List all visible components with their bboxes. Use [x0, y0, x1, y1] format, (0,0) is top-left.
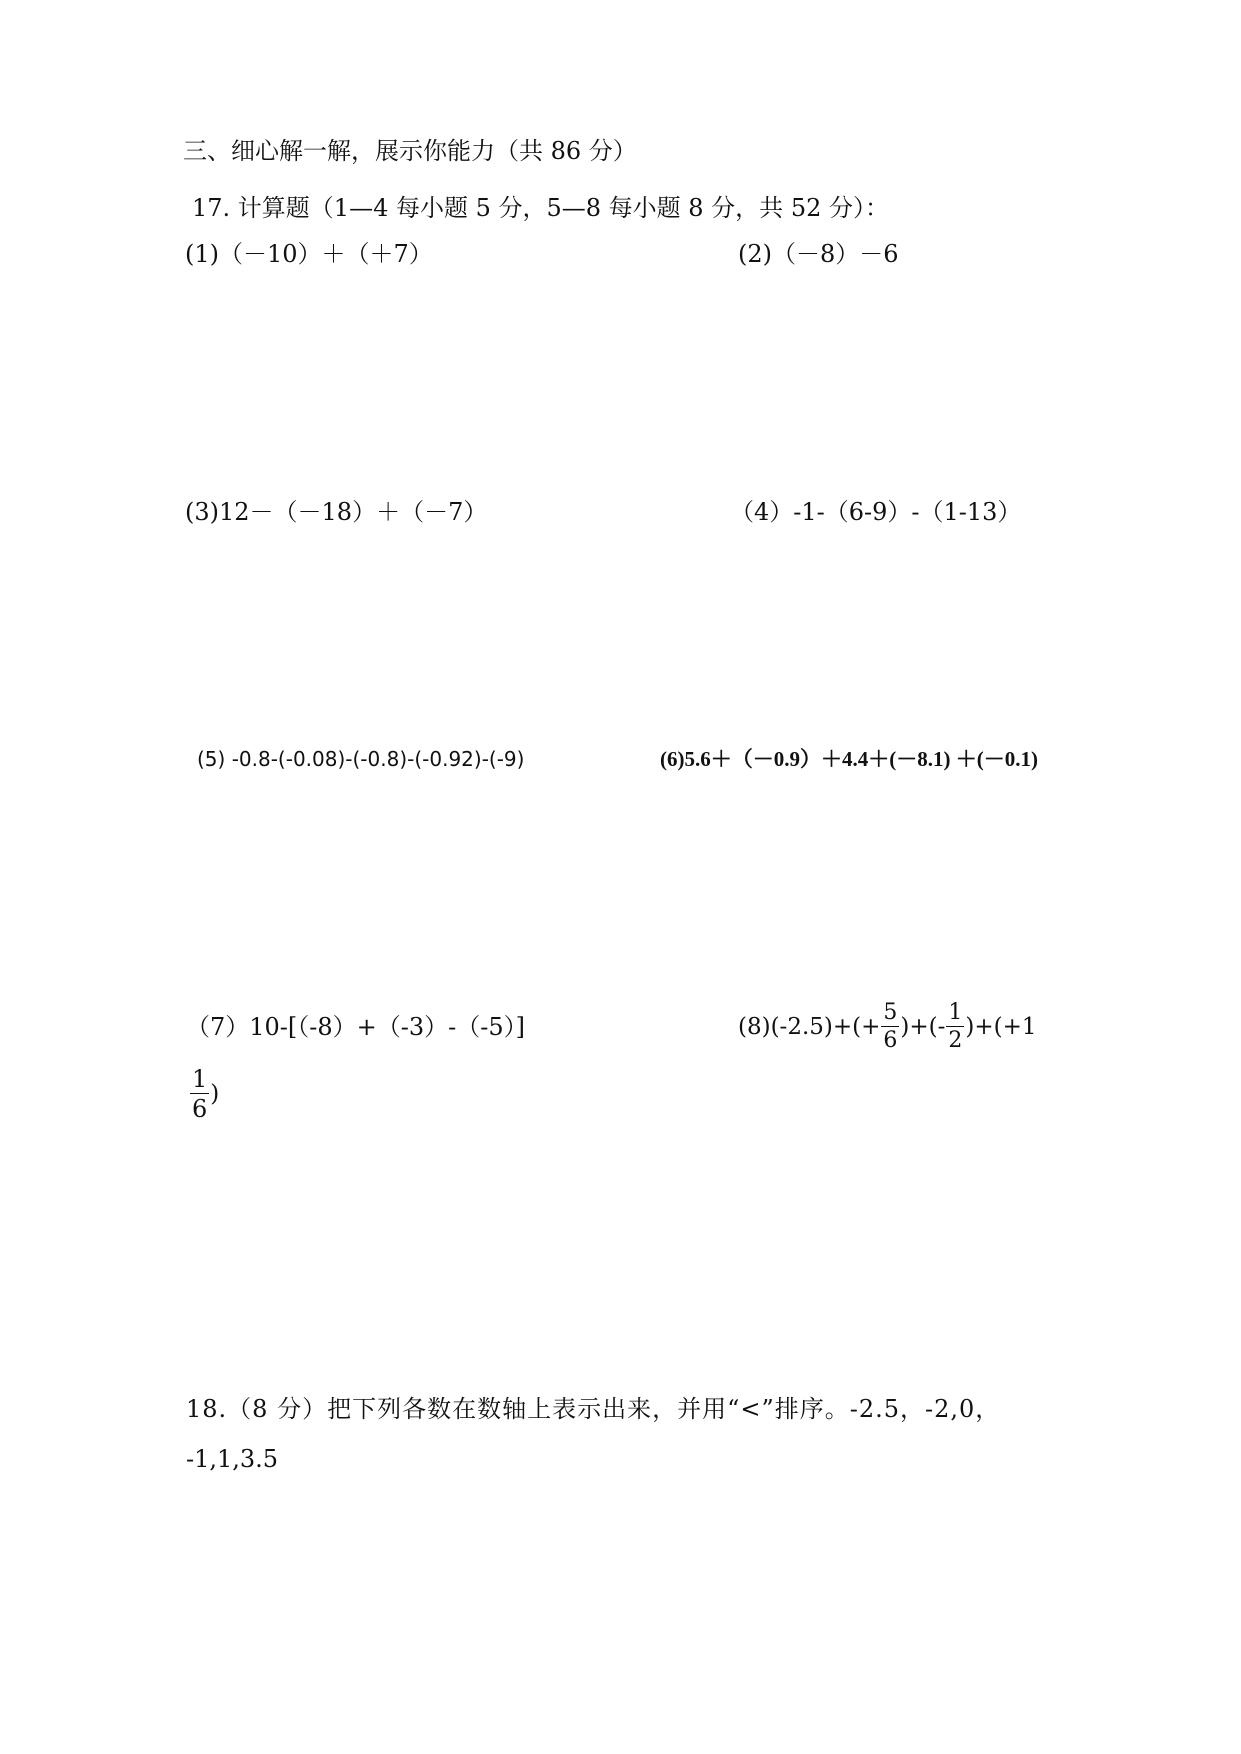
fraction-numerator: 5 — [883, 1000, 898, 1025]
section-heading: 三、细心解一解，展示你能力（共 86 分） — [183, 137, 637, 165]
fraction-numerator: 1 — [948, 1000, 963, 1025]
problem-8-part-b: )+(- — [900, 1014, 946, 1040]
problem-6: (6)5.6＋（－0.9）＋4.4＋(－8.1) ＋(－0.1) — [660, 747, 1038, 771]
problem-2: (2)（－8）－6 — [738, 240, 899, 268]
problem-8-part-c: )+(+1 — [965, 1014, 1037, 1040]
problem-8-continuation — [189, 1067, 219, 1121]
problem-5: (5) -0.8-(-0.08)-(-0.8)-(-0.92)-(-9) — [197, 747, 525, 771]
fraction-five-sixths — [881, 1002, 899, 1052]
question-18-line-2: -1,1,3.5 — [186, 1445, 279, 1473]
fraction-one-sixth — [190, 1067, 209, 1121]
fraction-denominator: 6 — [192, 1095, 208, 1123]
fraction-one-half — [946, 1002, 964, 1052]
problem-8-part-a: (8)(-2.5)+(+ — [738, 1014, 881, 1040]
problem-7: （7）10-[（-8）+（-3）-（-5）] — [186, 1013, 525, 1041]
fraction-denominator: 6 — [883, 1028, 898, 1053]
problem-3: (3)12－（－18）＋（－7） — [185, 498, 488, 526]
problem-8-part-d: ) — [210, 1081, 220, 1107]
question-17-heading: 17. 计算题（1—4 每小题 5 分，5—8 每小题 8 分，共 52 分）： — [192, 194, 889, 222]
question-18-line-1: 18.（8 分）把下列各数在数轴上表示出来，并用“<”排序。-2.5，-2,0， — [186, 1395, 1001, 1423]
fraction-numerator: 1 — [192, 1065, 208, 1093]
fraction-denominator: 2 — [948, 1028, 963, 1053]
problem-8 — [738, 1002, 1037, 1052]
problem-4: （4）-1-（6-9）-（1-13） — [730, 498, 1022, 526]
problem-1: (1)（－10）＋（＋7） — [185, 240, 433, 268]
